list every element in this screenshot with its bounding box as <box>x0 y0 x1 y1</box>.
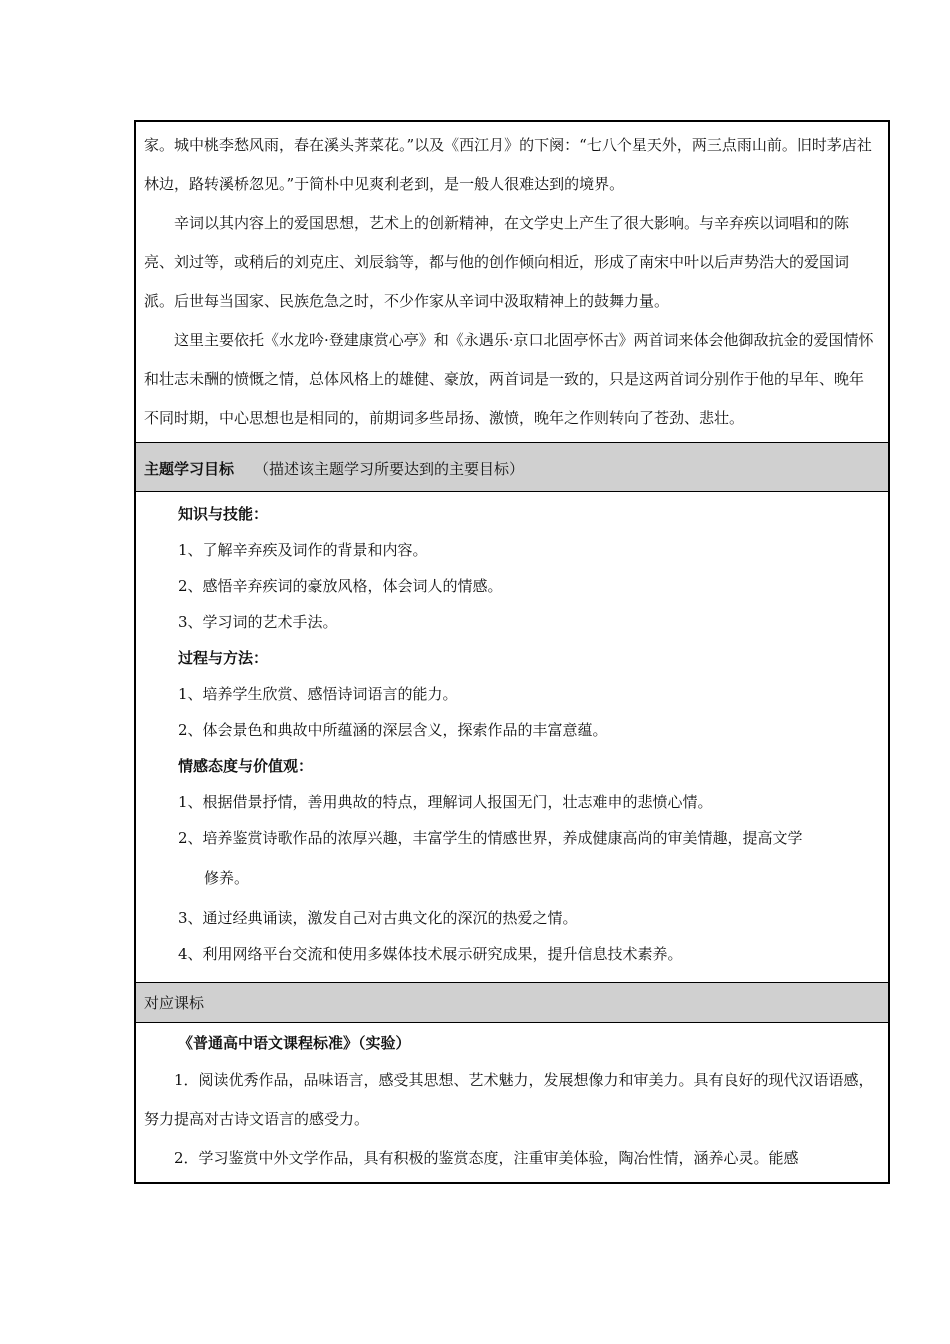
list-item: 2、感悟辛弃疾词的豪放风格，体会词人的情感。 <box>178 577 503 595</box>
standards-header-row <box>136 983 888 1023</box>
list-item-continuation: 修养。 <box>204 869 250 887</box>
standards-item: 1．阅读优秀作品，品味语言，感受其思想、艺术魅力，发展想像力和审美力。具有良好的现代汉语语感，努力提高对古诗文语言的感受力。 <box>144 1071 874 1128</box>
list-item: 1、培养学生欣赏、感悟诗词语言的能力。 <box>178 685 458 703</box>
list-item: 1、根据借景抒情，善用典故的特点，理解词人报国无门，壮志难申的悲愤心情。 <box>178 793 713 811</box>
goals-cell <box>136 492 888 983</box>
process-section-title: 过程与方法： <box>178 649 269 667</box>
standards-cell <box>136 1023 888 1182</box>
standards-header-title: 对应课标 <box>144 994 205 1012</box>
standards-item: 2．学习鉴赏中外文学作品，具有积极的鉴赏态度，注重审美体验，陶冶性情，涵养心灵。能感 <box>174 1149 799 1167</box>
list-item: 2、培养鉴赏诗歌作品的浓厚兴趣，丰富学生的情感世界，养成健康高尚的审美情趣，提高文学 <box>178 829 803 847</box>
standards-title: 《普通高中语文课程标准》（实验） <box>178 1034 411 1052</box>
goals-header-row <box>136 443 888 492</box>
intro-paragraph: 家。城中桃李愁风雨，春在溪头荠菜花。”以及《西江月》的下阕：“七八个星天外，两三点雨山前。旧时茅店社林边，路转溪桥忽见。”于简朴中见爽利老到，是一般人很难达到的境界。 <box>144 136 872 193</box>
emotion-section-title: 情感态度与价值观： <box>178 757 314 775</box>
list-item: 3、通过经典诵读，激发自己对古典文化的深沉的热爱之情。 <box>178 909 578 927</box>
intro-cell <box>136 122 888 443</box>
goals-header-title: 主题学习目标 <box>144 459 235 478</box>
list-item: 3、学习词的艺术手法。 <box>178 613 338 631</box>
list-item: 4、利用网络平台交流和使用多媒体技术展示研究成果，提升信息技术素养。 <box>178 945 683 963</box>
intro-paragraph: 这里主要依托《水龙吟·登建康赏心亭》和《永遇乐·京口北固亭怀古》两首词来体会他御敌抗金的爱国情怀和壮志未酬的愤慨之情，总体风格上的雄健、豪放，两首词是一致的，只是这两首词分别作于他的早年、晚年不同时期，中心思想也是相同的，前期词多些昂扬、激愤，晚年之作则转向了苍劲、悲壮。 <box>144 331 874 427</box>
intro-paragraph: 辛词以其内容上的爱国思想，艺术上的创新精神，在文学史上产生了很大影响。与辛弃疾以词唱和的陈亮、刘过等，或稍后的刘克庄、刘辰翁等，都与他的创作倾向相近，形成了南宋中叶以后声势浩大的爱国词派。后世每当国家、民族危急之时，不少作家从辛词中汲取精神上的鼓舞力量。 <box>144 214 850 310</box>
list-item: 2、体会景色和典故中所蕴涵的深层含义，探索作品的丰富意蕴。 <box>178 721 608 739</box>
goals-header-note: （描述该主题学习所要达到的主要目标） <box>254 459 525 478</box>
document-table <box>134 120 890 1184</box>
list-item: 1、了解辛弃疾及词作的背景和内容。 <box>178 541 428 559</box>
knowledge-section-title: 知识与技能： <box>178 505 269 523</box>
